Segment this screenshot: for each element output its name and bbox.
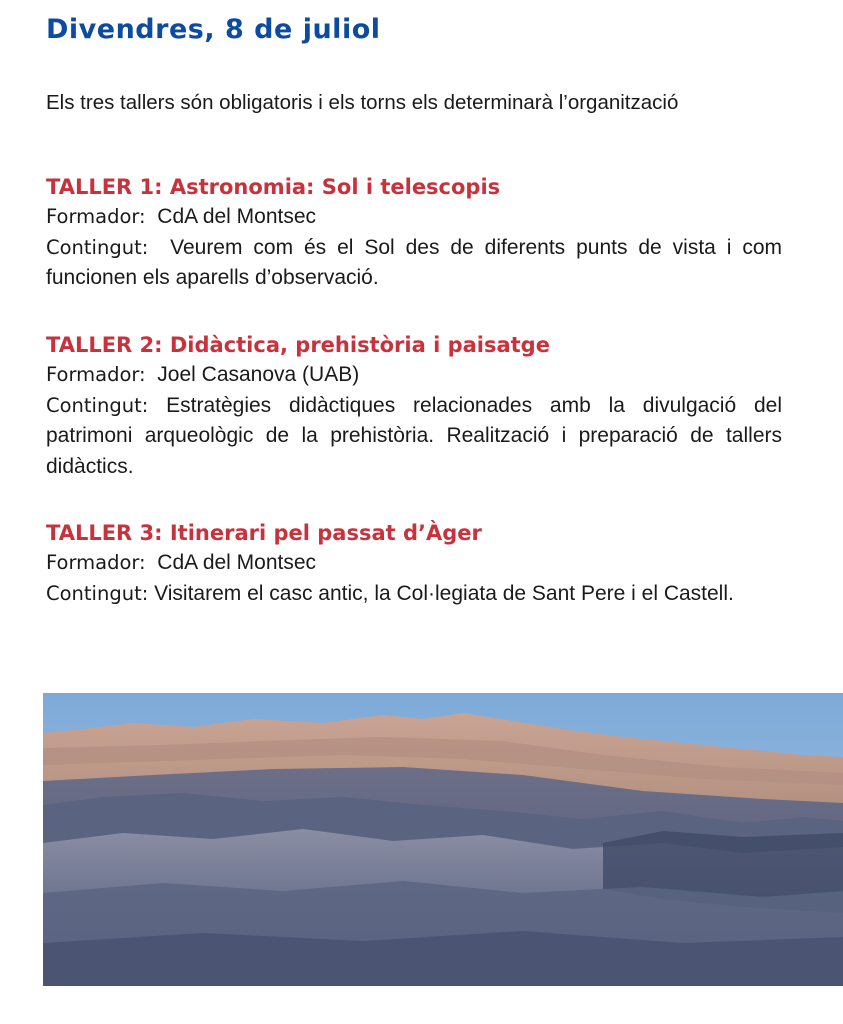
- formador-label: Formador:: [46, 551, 146, 574]
- taller-3-title: TALLER 3: Itinerari pel passat d’Àger: [46, 521, 482, 545]
- taller-1-formador: [46, 202, 782, 233]
- mountain-landscape-image: [43, 693, 843, 986]
- formador-label: Formador:: [46, 363, 146, 386]
- taller-1-contingut-value: Veurem com és el Sol des de diferents punts de vista i com funcionen els aparells d’observació.: [46, 235, 782, 289]
- taller-3-formador-value: CdA del Montsec: [157, 551, 317, 574]
- contingut-label: Contingut:: [46, 581, 149, 605]
- taller-3-contingut: [46, 579, 782, 610]
- taller-1-contingut: [46, 233, 782, 294]
- taller-3-contingut-value: Visitarem el casc antic, la Col·legiata de Sant Pere i el Castell.: [154, 581, 734, 605]
- taller-2-formador: [46, 360, 782, 391]
- taller-3-formador: [46, 548, 782, 579]
- taller-2-contingut-value: Estratègies didàctiques relacionades amb la divulgació del patrimoni arqueològic de la prehistòria. Realització i preparació de tallers didàctics.: [46, 393, 782, 478]
- taller-1-title: TALLER 1: Astronomia: Sol i telescopis: [46, 175, 501, 199]
- formador-label: Formador:: [46, 205, 146, 228]
- page-title: Divendres, 8 de juliol: [46, 14, 381, 45]
- taller-1: [46, 172, 782, 294]
- contingut-label: Contingut:: [46, 393, 149, 417]
- taller-1-formador-value: CdA del Montsec: [157, 205, 317, 228]
- taller-2-contingut: [46, 391, 782, 483]
- intro-text: Els tres tallers són obligatoris i els torns els determinarà l’organització: [46, 91, 679, 114]
- taller-2-title: TALLER 2: Didàctica, prehistòria i paisatge: [46, 333, 550, 357]
- taller-2: [46, 330, 782, 482]
- contingut-label: Contingut:: [46, 235, 149, 259]
- mountain-photo: [43, 693, 843, 986]
- taller-3: [46, 518, 782, 609]
- taller-2-formador-value: Joel Casanova (UAB): [157, 363, 360, 386]
